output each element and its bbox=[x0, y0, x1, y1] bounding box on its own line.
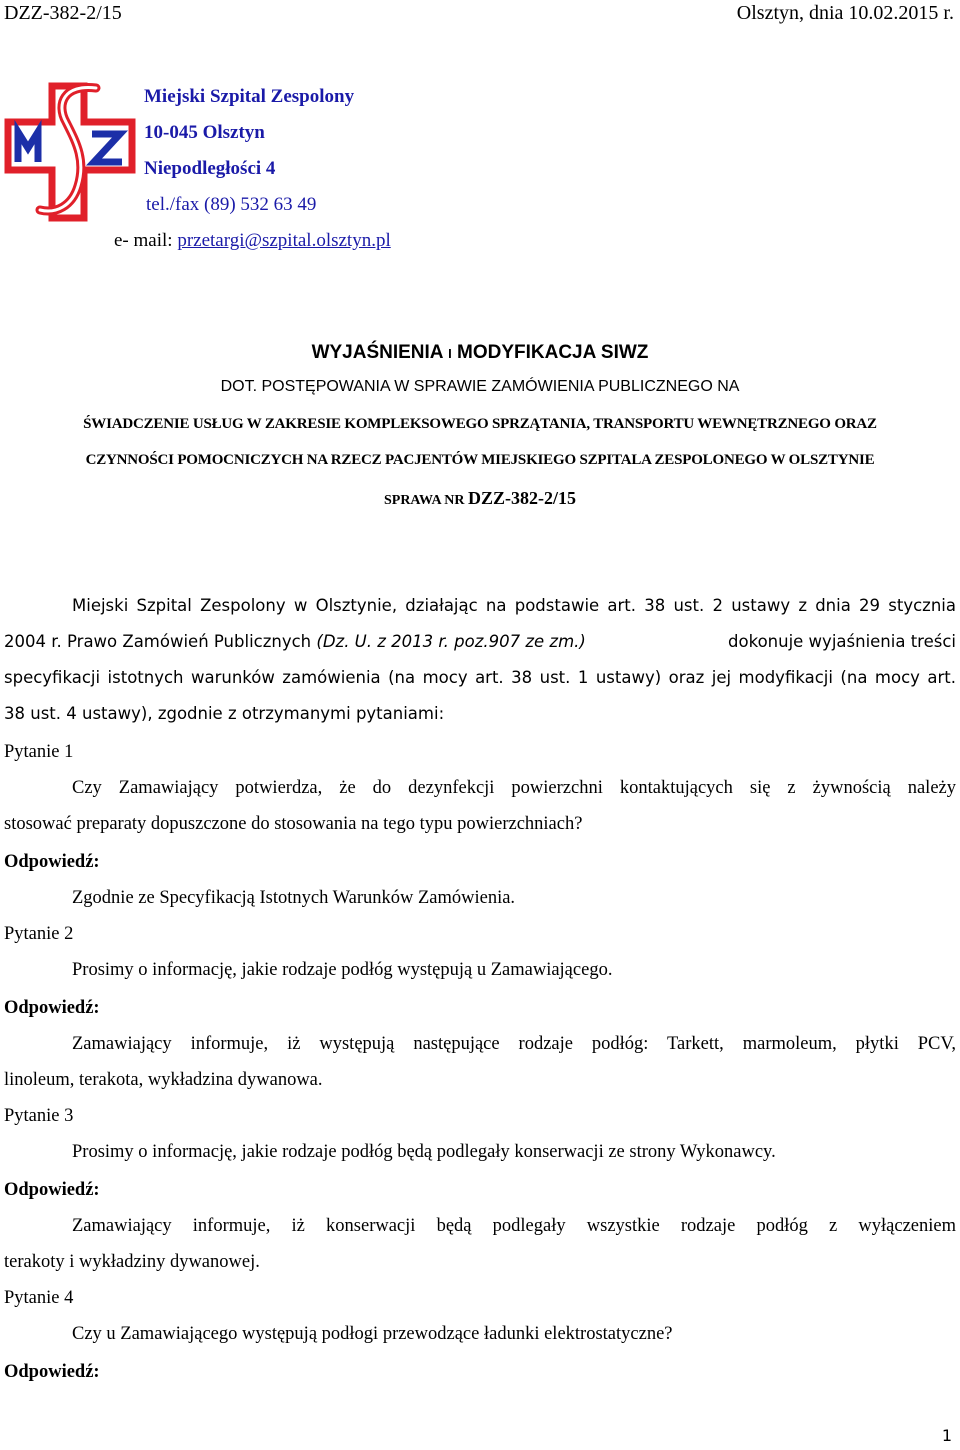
postal-code-city: 10-045 Olsztyn bbox=[144, 122, 265, 143]
answer-3-label: Odpowiedź: bbox=[4, 1180, 100, 1200]
intro-line-1: Miejski Szpital Zespolony w Olsztynie, działając na podstawie art. 38 ust. 2 ustawy z dnia 29 stycznia bbox=[72, 596, 956, 615]
phone-fax: tel./fax (89) 532 63 49 bbox=[146, 194, 317, 215]
question-2-label: Pytanie 2 bbox=[4, 924, 74, 944]
intro-line-4: 38 ust. 4 ustawy), zgodnie z otrzymanymi pytaniami: bbox=[4, 704, 445, 723]
question-3-text: Prosimy o informację, jakie rodzaje podłóg będą podlegały konserwacji ze strony Wykonawcy. bbox=[72, 1142, 776, 1162]
answer-1-text: Zgodnie ze Specyfikacją Istotnych Warunków Zamówienia. bbox=[72, 888, 516, 908]
page-number: 1 bbox=[941, 1426, 952, 1445]
question-4-label: Pytanie 4 bbox=[4, 1288, 74, 1308]
intro-law-name: 2004 r. Prawo Zamówień Publicznych bbox=[4, 632, 317, 651]
document-title bbox=[0, 342, 960, 364]
answer-2-label: Odpowiedź: bbox=[4, 998, 100, 1018]
question-4-text: Czy u Zamawiającego występują podłogi przewodzące ładunki elektrostatyczne? bbox=[72, 1324, 673, 1344]
question-3-label: Pytanie 3 bbox=[4, 1106, 74, 1126]
case-number-line bbox=[0, 488, 960, 509]
answer-3-text-line-1: Zamawiający informuje, iż konserwacji będą podlegały wszystkie rodzaje podłóg z wyłączeniem bbox=[72, 1216, 956, 1236]
question-2-text: Prosimy o informację, jakie rodzaje podłóg występują u Zamawiającego. bbox=[72, 960, 613, 980]
case-label: SPRAWA NR bbox=[383, 493, 468, 508]
street-address: Niepodległości 4 bbox=[144, 158, 276, 179]
title-conjunction: I bbox=[448, 346, 452, 361]
case-number: DZZ-382-2/15 bbox=[468, 488, 576, 508]
subject-line-2: ŚWIADCZENIE USŁUG W ZAKRESIE KOMPLEKSOWEGO SPRZĄTANIA, TRANSPORTU WEWNĘTRZNEGO ORAZ bbox=[83, 416, 877, 432]
subject-line-1: DOT. POSTĘPOWANIA W SPRAWIE ZAMÓWIENIA PUBLICZNEGO NA bbox=[220, 378, 740, 395]
hospital-name: Miejski Szpital Zespolony bbox=[144, 86, 355, 107]
title-part-1: WYJAŚNIENIA bbox=[311, 342, 449, 363]
email-line bbox=[114, 230, 391, 252]
answer-4-label: Odpowiedź: bbox=[4, 1362, 100, 1382]
intro-action: dokonuje wyjaśnienia treści bbox=[728, 632, 956, 651]
answer-3-text-line-2: terakoty i wykładziny dywanowej. bbox=[4, 1252, 260, 1272]
answer-2-text-line-2: linoleum, terakota, wykładzina dywanowa. bbox=[4, 1070, 323, 1090]
msz-logo-icon bbox=[4, 82, 136, 222]
email-label: e- mail: bbox=[114, 230, 178, 251]
question-1-label: Pytanie 1 bbox=[4, 742, 74, 762]
email-link[interactable]: przetargi@szpital.olsztyn.pl bbox=[177, 230, 391, 251]
place-date: Olsztyn, dnia 10.02.2015 r. bbox=[736, 2, 954, 24]
intro-line-2 bbox=[4, 632, 956, 651]
question-1-text-line-2: stosować preparaty dopuszczone do stosowania na tego typu powierzchniach? bbox=[4, 814, 583, 834]
title-part-2: MODYFIKACJA SIWZ bbox=[451, 342, 649, 363]
answer-1-label: Odpowiedź: bbox=[4, 852, 100, 872]
subject-line-3: CZYNNOŚCI POMOCNICZYCH NA RZECZ PACJENTÓW MIEJSKIEGO SZPITALA ZESPOLONEGO W OLSZTYNIE bbox=[85, 452, 875, 468]
document-reference: DZZ-382-2/15 bbox=[4, 2, 122, 24]
intro-line-3: specyfikacji istotnych warunków zamówienia (na mocy art. 38 ust. 1 ustawy) oraz jej modyfikacji (na mocy art. bbox=[4, 668, 956, 687]
hospital-logo bbox=[4, 82, 136, 222]
question-1-text-line-1: Czy Zamawiający potwierdza, że do dezynfekcji powierzchni kontaktujących się z żywnością należy bbox=[72, 778, 956, 798]
answer-2-text-line-1: Zamawiający informuje, iż występują następujące rodzaje podłóg: Tarkett, marmoleum, płytki PCV, bbox=[72, 1034, 956, 1054]
intro-law-citation: (Dz. U. z 2013 r. poz.907 ze zm.) bbox=[316, 632, 586, 651]
